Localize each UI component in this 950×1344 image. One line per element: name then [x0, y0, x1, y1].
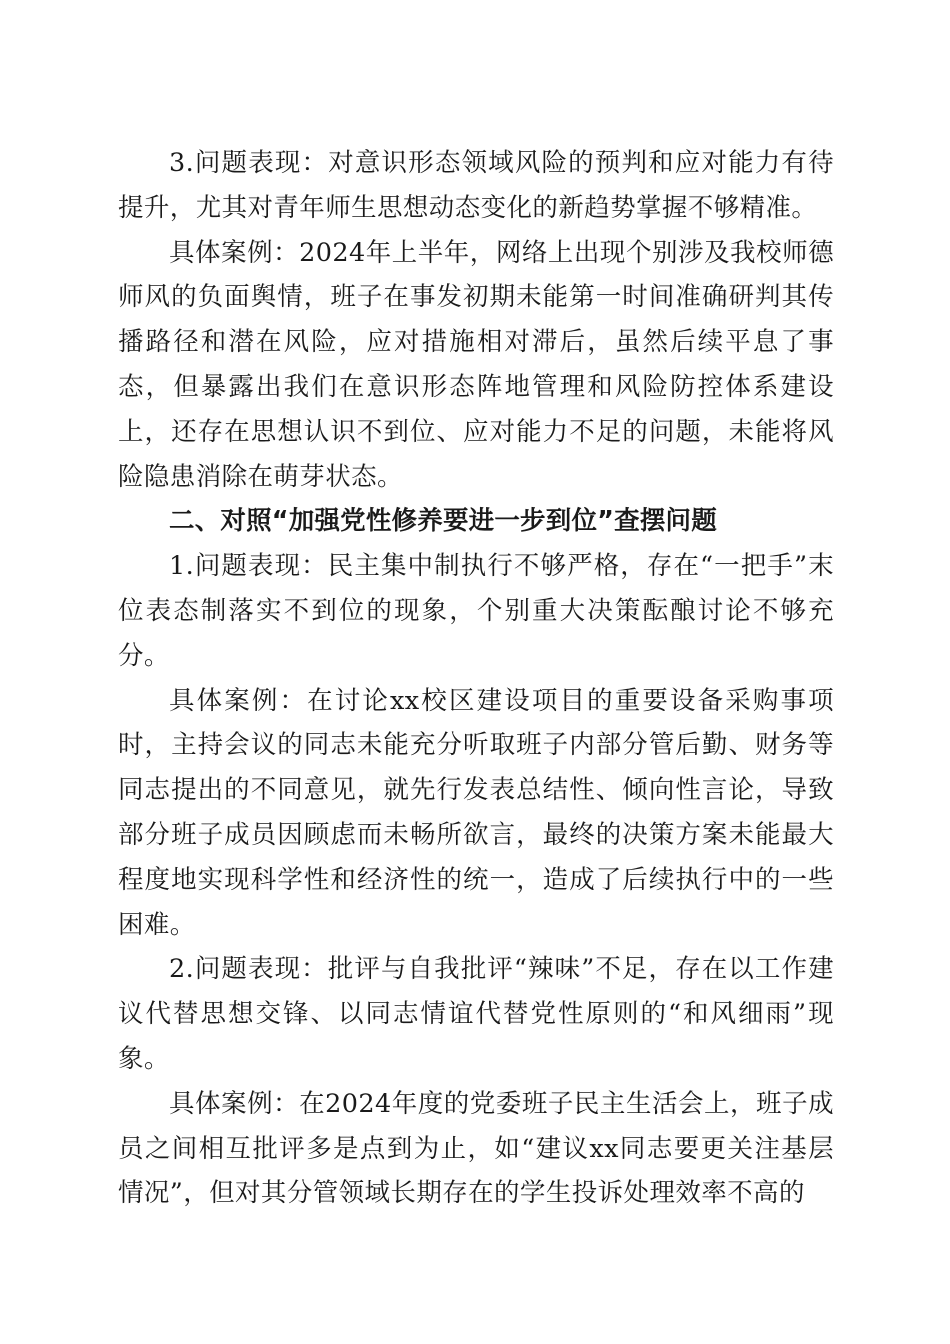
section-2-heading: 二、对照“加强党性修养要进一步到位”查摆问题 [169, 506, 717, 537]
case-3-paragraph: 具体案例：2024年上半年，网络上出现个别涉及我校师德师风的负面舆情，班子在事发初期未能第一时间准确研判其传播路径和潜在风险，应对措施相对滞后，虽然后续平息了事态，但暴露出我们在意识形态阵地管理和风险防控体系建设上，还存在思想认识不到位、应对能力不足的问题，未能将风险隐患消除在萌芽状态。 [118, 237, 834, 492]
document-body [118, 141, 834, 1216]
case-2-paragraph: 具体案例：在2024年度的党委班子民主生活会上，班子成员之间相互批评多是点到为止，如“建议xx同志要更关注基层情况”，但对其分管领域长期存在的学生投诉处理效率不高的 [118, 1088, 834, 1209]
problem-3-paragraph: 3.问题表现：对意识形态领域风险的预判和应对能力有待提升，尤其对青年师生思想动态变化的新趋势掌握不够精准。 [118, 148, 834, 223]
case-1-paragraph: 具体案例：在讨论xx校区建设项目的重要设备采购事项时，主持会议的同志未能充分听取班子内部分管后勤、财务等同志提出的不同意见，就先行发表总结性、倾向性言论，导致部分班子成员因顾虑而未畅所欲言，最终的决策方案未能最大程度地实现科学性和经济性的统一，造成了后续执行中的一些困难。 [118, 685, 834, 940]
problem-2-paragraph: 2.问题表现：批评与自我批评“辣味”不足，存在以工作建议代替思想交锋、以同志情谊代替党性原则的“和风细雨”现象。 [118, 954, 834, 1074]
problem-1-paragraph: 1.问题表现：民主集中制执行不够严格，存在“一把手”末位表态制落实不到位的现象，个别重大决策酝酿讨论不够充分。 [118, 551, 834, 671]
